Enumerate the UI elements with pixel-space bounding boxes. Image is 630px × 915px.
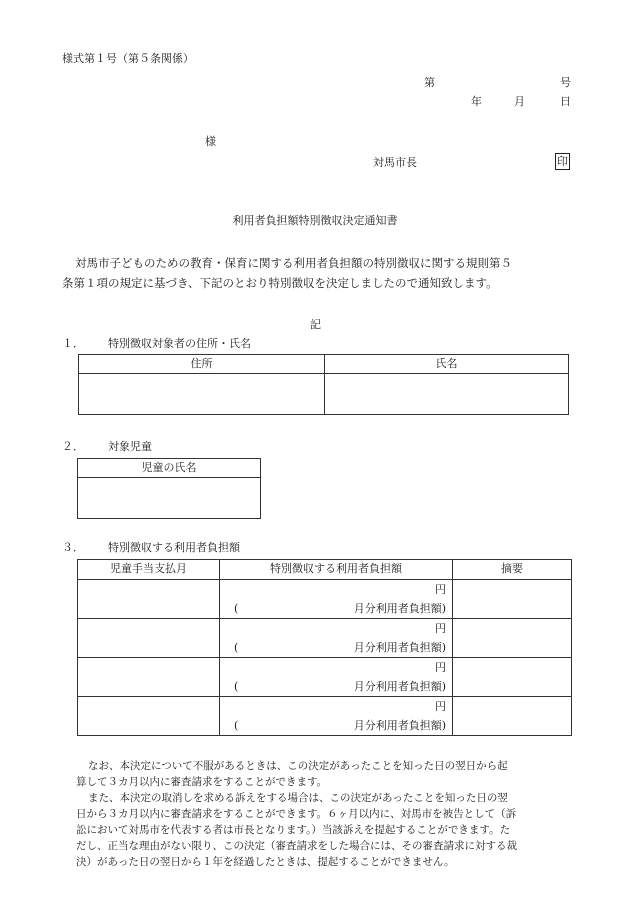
table-row <box>78 697 572 736</box>
official-seal <box>555 153 570 170</box>
section-3-number: ３． <box>62 541 84 554</box>
doc-number-prefix: 第 <box>424 76 435 89</box>
note-cell[interactable] <box>453 580 572 619</box>
col-note: 摘要 <box>453 560 572 580</box>
amount-cell[interactable] <box>220 658 453 697</box>
notes-p2-line-3: 訟において対馬市を代表する者は市長となります。）当該訴えを提起することができます。た <box>76 824 511 836</box>
amount-cell[interactable] <box>220 580 453 619</box>
month-burden-label: 月分利用者負担額) <box>353 719 446 732</box>
date-day: 日 <box>560 95 571 108</box>
notes-p2-line-1: また、本決定の取消しを求める訴えをする場合は、この決定があったことを知った日の翌 <box>88 792 508 804</box>
notes-p2-line-5: 決）があった日の翌日から１年を経過したときは、提起することができません。 <box>76 856 455 868</box>
seal-mark: 印 <box>557 155 568 168</box>
pay-month-cell[interactable] <box>78 658 220 697</box>
section-1-label: 特別徴収対象者の住所・氏名 <box>108 337 251 350</box>
pay-month-cell[interactable] <box>78 619 220 658</box>
note-cell[interactable] <box>453 658 572 697</box>
yen-unit: 円 <box>435 583 446 596</box>
note-cell[interactable] <box>453 697 572 736</box>
paren-open: ( <box>234 641 239 654</box>
notes-p2-line-2: 日から３カ月以内に審査請求をすることができます。６ヶ月以内に、対馬市を被告として（訴 <box>76 808 517 820</box>
yen-unit: 円 <box>435 622 446 635</box>
paren-open: ( <box>234 602 239 615</box>
ki-mark: 記 <box>310 318 321 331</box>
name-cell[interactable] <box>325 374 569 415</box>
table-row <box>78 658 572 697</box>
yen-unit: 円 <box>435 661 446 674</box>
amount-cell[interactable] <box>220 619 453 658</box>
doc-number-suffix: 号 <box>560 76 571 89</box>
section-1-table <box>78 354 569 415</box>
date-month: 月 <box>514 95 525 108</box>
document-title: 利用者負担額特別徴収決定通知書 <box>232 214 398 227</box>
date-year: 年 <box>471 95 482 108</box>
col-name: 氏名 <box>325 355 569 374</box>
pay-month-cell[interactable] <box>78 697 220 736</box>
col-amount: 特別徴収する利用者負担額 <box>220 560 453 580</box>
notes-p2-line-4: だし、正当な理由がない限り、この決定（審査請求をした場合には、その審査請求に対する裁 <box>76 840 517 852</box>
section-2-number: ２． <box>62 440 84 453</box>
intro-line-2: 条第１項の規定に基づき、下記のとおり特別徴収を決定しましたので通知致します。 <box>62 276 498 290</box>
form-number: 様式第１号（第５条関係） <box>62 52 194 65</box>
col-address: 住所 <box>79 355 325 374</box>
addressee-suffix: 様 <box>205 135 216 148</box>
address-cell[interactable] <box>79 374 325 415</box>
section-2-table <box>77 458 261 519</box>
intro-line-1: 対馬市子どものための教育・保育に関する利用者負担額の特別徴収に関する規則第５ <box>75 256 512 270</box>
section-3-table <box>77 559 572 736</box>
notes-p1-line-2: 算して３カ月以内に審査請求をすることができます。 <box>76 776 328 788</box>
child-name-cell[interactable] <box>78 478 261 519</box>
note-cell[interactable] <box>453 619 572 658</box>
month-burden-label: 月分利用者負担額) <box>353 680 446 693</box>
notes-p1-line-1: なお、本決定について不服があるときは、この決定があったことを知った日の翌日から起 <box>88 760 508 772</box>
amount-cell[interactable] <box>220 697 453 736</box>
section-2-label: 対象児童 <box>108 440 152 453</box>
paren-open: ( <box>234 719 239 732</box>
col-child-name: 児童の氏名 <box>78 459 261 478</box>
section-1-number: １． <box>62 337 84 350</box>
yen-unit: 円 <box>435 700 446 713</box>
paren-open: ( <box>234 680 239 693</box>
section-3-label: 特別徴収する利用者負担額 <box>108 541 240 554</box>
pay-month-cell[interactable] <box>78 580 220 619</box>
col-pay-month: 児童手当支払月 <box>78 560 220 580</box>
month-burden-label: 月分利用者負担額) <box>353 641 446 654</box>
table-row <box>78 619 572 658</box>
month-burden-label: 月分利用者負担額) <box>353 602 446 615</box>
issuer: 対馬市長 <box>373 156 417 169</box>
table-row <box>78 580 572 619</box>
